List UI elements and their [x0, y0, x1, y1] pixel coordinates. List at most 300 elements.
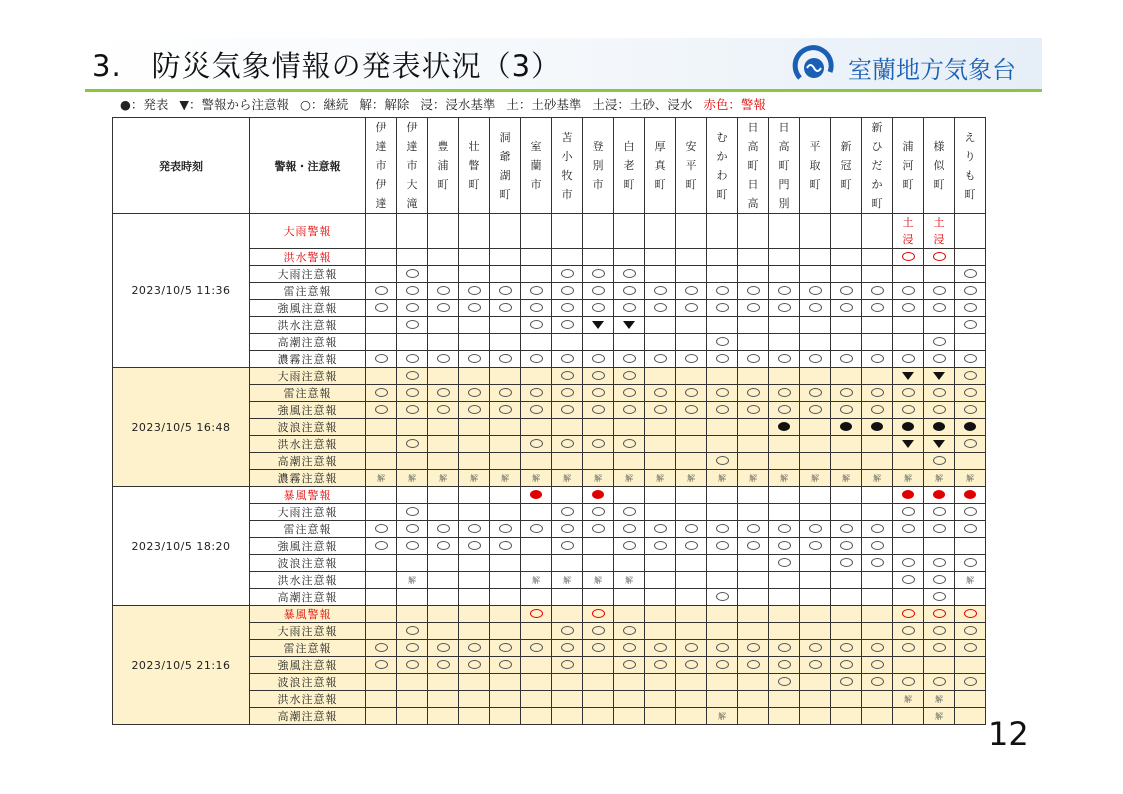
status-cell	[955, 606, 986, 623]
status-cell	[397, 317, 428, 334]
status-cell	[397, 300, 428, 317]
continue-mark-icon	[716, 643, 729, 652]
status-cell	[583, 453, 614, 470]
status-cell	[459, 572, 490, 589]
status-cell	[366, 521, 397, 538]
status-cell	[676, 708, 707, 725]
issued-mark-icon	[902, 422, 914, 431]
warning-type: 波浪注意報	[250, 674, 366, 691]
city-char: 町	[809, 178, 821, 191]
continue-mark-icon	[654, 405, 667, 414]
city-char: 町	[499, 187, 511, 201]
continue-mark-icon	[406, 626, 419, 635]
city-char: む	[716, 130, 728, 144]
jma-logo-icon	[790, 44, 838, 86]
issued-mark-icon	[933, 490, 945, 499]
cancel-mark: 解	[377, 473, 385, 483]
status-cell	[397, 266, 428, 283]
continue-mark-icon	[406, 371, 419, 380]
status-cell	[800, 266, 831, 283]
status-cell	[769, 470, 800, 487]
status-cell	[676, 266, 707, 283]
city-char: 伊	[406, 121, 418, 134]
status-cell	[924, 300, 955, 317]
continue-mark-icon	[840, 677, 853, 686]
status-cell	[428, 589, 459, 606]
status-cell	[924, 589, 955, 606]
status-cell	[893, 674, 924, 691]
status-cell	[614, 453, 645, 470]
status-cell	[428, 555, 459, 572]
status-cell	[769, 334, 800, 351]
status-cell	[893, 623, 924, 640]
status-cell	[862, 436, 893, 453]
city-char: 浦	[902, 140, 914, 153]
warning-type: 強風注意報	[250, 300, 366, 317]
status-cell	[614, 674, 645, 691]
city-header	[738, 118, 769, 214]
status-cell	[645, 487, 676, 504]
status-cell	[955, 640, 986, 657]
status-cell	[707, 555, 738, 572]
status-cell	[955, 572, 986, 589]
warning-type: 高潮注意報	[250, 589, 366, 606]
continue-mark-icon	[406, 439, 419, 448]
city-char: 高	[747, 140, 759, 153]
status-cell	[924, 708, 955, 725]
status-cell	[459, 214, 490, 249]
status-cell	[924, 521, 955, 538]
continue-mark-icon	[902, 643, 915, 652]
status-cell	[800, 606, 831, 623]
status-cell	[583, 283, 614, 300]
city-header	[397, 118, 428, 214]
continue-mark-icon	[406, 507, 419, 516]
status-cell	[676, 657, 707, 674]
continue-mark-icon	[871, 643, 884, 652]
status-cell	[738, 521, 769, 538]
status-cell	[955, 334, 986, 351]
status-cell	[955, 657, 986, 674]
status-cell	[769, 538, 800, 555]
status-cell	[707, 368, 738, 385]
status-cell	[893, 402, 924, 419]
status-cell	[645, 572, 676, 589]
legend	[120, 95, 773, 113]
status-cell	[800, 691, 831, 708]
continue-mark-icon	[964, 609, 977, 618]
status-cell	[397, 521, 428, 538]
continue-mark-icon	[964, 643, 977, 652]
city-header	[893, 118, 924, 214]
status-cell	[552, 657, 583, 674]
status-cell	[707, 419, 738, 436]
status-cell	[769, 708, 800, 725]
status-cell	[862, 334, 893, 351]
status-cell	[831, 555, 862, 572]
status-cell	[800, 283, 831, 300]
continue-mark-icon	[592, 439, 605, 448]
continue-mark-icon	[592, 354, 605, 363]
status-cell	[676, 521, 707, 538]
status-cell	[552, 436, 583, 453]
status-cell	[862, 487, 893, 504]
status-cell	[831, 606, 862, 623]
issued-mark-icon	[530, 490, 542, 499]
status-cell	[366, 317, 397, 334]
continue-mark-icon	[902, 507, 915, 516]
continue-mark-icon	[406, 524, 419, 533]
city-header	[676, 118, 707, 214]
status-cell	[924, 487, 955, 504]
continue-mark-icon	[716, 592, 729, 601]
cancel-mark: 解	[966, 473, 974, 483]
continue-mark-icon	[778, 660, 791, 669]
city-char: 洞	[499, 130, 511, 144]
continue-mark-icon	[654, 388, 667, 397]
status-cell	[769, 300, 800, 317]
status-cell	[893, 249, 924, 266]
continue-mark-icon	[375, 660, 388, 669]
status-cell	[676, 334, 707, 351]
continue-mark-icon	[468, 541, 481, 550]
status-cell	[645, 708, 676, 725]
cancel-mark: 解	[842, 473, 850, 483]
status-cell	[862, 300, 893, 317]
cancel-mark: 解	[563, 575, 571, 585]
continue-mark-icon	[406, 660, 419, 669]
continue-mark-icon	[406, 388, 419, 397]
continue-mark-icon	[561, 371, 574, 380]
status-cell	[831, 623, 862, 640]
status-cell	[955, 708, 986, 725]
status-cell	[955, 214, 986, 249]
city-char: 達	[375, 197, 387, 210]
status-cell	[924, 351, 955, 368]
status-cell	[552, 283, 583, 300]
status-cell	[459, 283, 490, 300]
cancel-mark: 解	[408, 473, 416, 483]
continue-mark-icon	[902, 524, 915, 533]
continue-mark-icon	[561, 524, 574, 533]
continue-mark-icon	[654, 354, 667, 363]
status-cell	[924, 504, 955, 521]
continue-mark-icon	[406, 541, 419, 550]
continue-mark-icon	[685, 354, 698, 363]
status-cell	[676, 214, 707, 249]
status-cell	[490, 538, 521, 555]
status-cell	[893, 266, 924, 283]
continue-mark-icon	[716, 405, 729, 414]
status-cell	[583, 691, 614, 708]
status-cell	[614, 487, 645, 504]
continue-mark-icon	[809, 541, 822, 550]
status-cell	[862, 657, 893, 674]
status-cell	[924, 691, 955, 708]
status-cell	[521, 283, 552, 300]
continue-mark-icon	[468, 405, 481, 414]
status-cell	[459, 334, 490, 351]
warning-type: 波浪注意報	[250, 555, 366, 572]
downgrade-mark-icon	[623, 321, 635, 329]
status-cell	[428, 419, 459, 436]
status-cell	[800, 657, 831, 674]
continue-mark-icon	[964, 507, 977, 516]
status-cell	[955, 504, 986, 521]
status-cell	[707, 385, 738, 402]
warning-type: 雷注意報	[250, 640, 366, 657]
status-cell	[490, 589, 521, 606]
status-cell	[397, 402, 428, 419]
continue-mark-icon	[685, 660, 698, 669]
continue-mark-icon	[530, 439, 543, 448]
status-cell	[893, 691, 924, 708]
status-cell	[707, 504, 738, 521]
continue-mark-icon	[747, 354, 760, 363]
status-cell	[645, 538, 676, 555]
city-char: 達	[375, 140, 387, 153]
continue-mark-icon	[778, 541, 791, 550]
status-cell	[893, 368, 924, 385]
status-cell	[397, 538, 428, 555]
status-cell	[893, 283, 924, 300]
status-cell	[800, 623, 831, 640]
status-cell	[862, 283, 893, 300]
cancel-mark: 解	[780, 473, 788, 483]
status-cell	[800, 589, 831, 606]
cancel-mark: 解	[749, 473, 757, 483]
continue-mark-icon	[716, 303, 729, 312]
status-cell	[459, 504, 490, 521]
city-char: 別	[778, 197, 790, 210]
continue-mark-icon	[623, 626, 636, 635]
status-cell	[676, 538, 707, 555]
status-cell	[397, 214, 428, 249]
status-cell	[459, 402, 490, 419]
continue-mark-icon	[530, 303, 543, 312]
status-cell	[397, 572, 428, 589]
continue-mark-icon	[406, 303, 419, 312]
status-cell	[645, 640, 676, 657]
status-cell	[490, 572, 521, 589]
status-cell	[738, 249, 769, 266]
header-type: 警報・注意報	[250, 118, 366, 214]
city-char: 様	[933, 140, 945, 153]
city-char: 町	[871, 197, 883, 210]
status-cell	[366, 640, 397, 657]
status-cell	[893, 334, 924, 351]
warning-type: 雷注意報	[250, 385, 366, 402]
status-cell	[366, 453, 397, 470]
city-char: 市	[561, 187, 573, 201]
status-cell	[738, 640, 769, 657]
status-cell	[459, 589, 490, 606]
status-cell	[676, 453, 707, 470]
status-cell	[800, 504, 831, 521]
issue-time: 2023/10/5 16:48	[113, 368, 250, 487]
continue-mark-icon	[747, 405, 760, 414]
status-cell	[862, 555, 893, 572]
status-cell	[552, 214, 583, 249]
status-cell	[800, 538, 831, 555]
continue-mark-icon	[499, 286, 512, 295]
status-cell	[645, 521, 676, 538]
status-cell	[428, 249, 459, 266]
status-cell	[800, 317, 831, 334]
continue-mark-icon	[685, 303, 698, 312]
city-char: 町	[654, 178, 666, 191]
status-cell	[614, 266, 645, 283]
status-cell	[955, 674, 986, 691]
status-cell	[459, 640, 490, 657]
status-cell	[490, 334, 521, 351]
legend-item: 浸：浸水基準	[420, 97, 496, 112]
status-cell	[769, 589, 800, 606]
city-char: も	[964, 168, 976, 182]
cancel-mark: 解	[966, 575, 974, 585]
status-cell	[831, 266, 862, 283]
status-cell	[428, 283, 459, 300]
status-cell	[924, 453, 955, 470]
status-cell	[583, 504, 614, 521]
status-cell	[645, 368, 676, 385]
continue-mark-icon	[747, 388, 760, 397]
continue-mark-icon	[964, 354, 977, 363]
status-cell	[614, 589, 645, 606]
status-cell	[831, 317, 862, 334]
warning-type: 高潮注意報	[250, 453, 366, 470]
continue-mark-icon	[406, 405, 419, 414]
status-cell	[738, 606, 769, 623]
continue-mark-icon	[871, 354, 884, 363]
continue-mark-icon	[499, 524, 512, 533]
legend-red-note: 赤色：警報	[703, 97, 766, 112]
status-cell	[490, 436, 521, 453]
city-header	[521, 118, 552, 214]
status-cell	[397, 419, 428, 436]
city-char: 浦	[437, 159, 449, 172]
status-cell	[738, 436, 769, 453]
continue-mark-icon	[747, 541, 760, 550]
status-cell	[490, 419, 521, 436]
status-cell	[583, 470, 614, 487]
continue-mark-icon	[778, 354, 791, 363]
downgrade-mark-icon	[592, 321, 604, 329]
warning-type: 洪水注意報	[250, 436, 366, 453]
continue-mark-icon	[561, 303, 574, 312]
status-cell	[707, 538, 738, 555]
continue-mark-icon	[964, 524, 977, 533]
status-cell	[955, 351, 986, 368]
status-cell	[707, 436, 738, 453]
status-cell	[769, 351, 800, 368]
status-cell	[552, 249, 583, 266]
status-cell	[366, 555, 397, 572]
status-cell	[490, 606, 521, 623]
status-cell	[955, 538, 986, 555]
status-cell	[366, 674, 397, 691]
status-cell	[366, 606, 397, 623]
status-cell	[738, 266, 769, 283]
status-cell	[397, 640, 428, 657]
status-cell	[521, 334, 552, 351]
continue-mark-icon	[809, 643, 822, 652]
status-cell	[459, 657, 490, 674]
status-cell	[893, 521, 924, 538]
status-cell	[645, 214, 676, 249]
status-cell	[955, 249, 986, 266]
status-cell	[583, 266, 614, 283]
status-cell	[893, 214, 924, 249]
city-char: 日	[778, 121, 790, 134]
status-cell	[769, 555, 800, 572]
status-cell	[831, 572, 862, 589]
cancel-mark: 解	[594, 575, 602, 585]
continue-mark-icon	[902, 626, 915, 635]
status-cell	[614, 640, 645, 657]
status-cell	[676, 419, 707, 436]
status-cell	[521, 249, 552, 266]
status-cell	[769, 674, 800, 691]
status-cell	[428, 504, 459, 521]
status-cell	[521, 606, 552, 623]
status-cell	[645, 470, 676, 487]
status-cell	[862, 640, 893, 657]
status-cell	[459, 436, 490, 453]
status-cell	[831, 368, 862, 385]
status-cell	[614, 691, 645, 708]
status-cell	[521, 487, 552, 504]
legend-item: ○：継続	[300, 97, 349, 112]
continue-mark-icon	[840, 541, 853, 550]
status-cell	[614, 334, 645, 351]
status-cell	[614, 436, 645, 453]
continue-mark-icon	[902, 252, 915, 261]
status-cell	[490, 266, 521, 283]
status-cell	[800, 640, 831, 657]
status-cell	[645, 419, 676, 436]
status-cell	[490, 691, 521, 708]
status-cell	[707, 470, 738, 487]
status-cell	[707, 640, 738, 657]
city-char: え	[964, 130, 976, 144]
status-cell	[490, 487, 521, 504]
status-cell	[428, 334, 459, 351]
continue-mark-icon	[809, 286, 822, 295]
status-cell	[521, 214, 552, 249]
status-cell	[924, 385, 955, 402]
status-cell	[490, 453, 521, 470]
status-cell	[583, 657, 614, 674]
status-cell	[676, 283, 707, 300]
status-cell	[583, 572, 614, 589]
city-char: 伊	[375, 178, 387, 191]
continue-mark-icon	[964, 405, 977, 414]
city-char: 冠	[840, 159, 852, 172]
status-cell	[614, 538, 645, 555]
status-cell	[428, 606, 459, 623]
status-cell	[831, 504, 862, 521]
city-char: 市	[406, 159, 418, 172]
status-cell	[521, 385, 552, 402]
status-cell	[397, 385, 428, 402]
status-cell	[893, 572, 924, 589]
city-char: 白	[623, 140, 635, 153]
continue-mark-icon	[809, 303, 822, 312]
status-cell	[831, 214, 862, 249]
status-cell	[521, 266, 552, 283]
warning-type: 強風注意報	[250, 538, 366, 555]
